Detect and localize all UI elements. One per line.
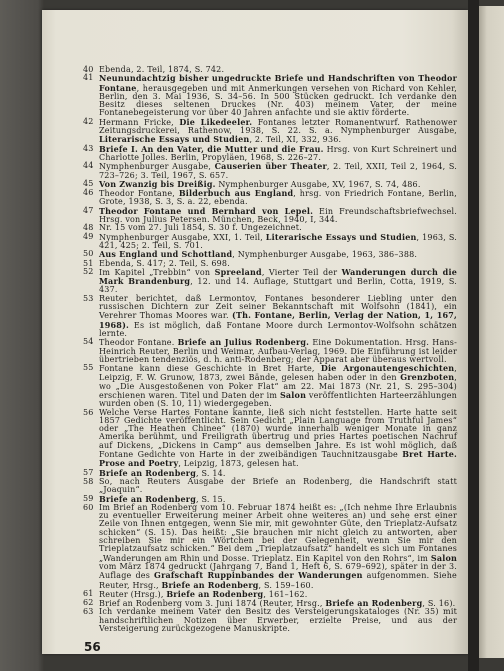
footnote-text-segment: , 161–162. bbox=[263, 589, 308, 599]
footnote-number: 57 bbox=[83, 467, 94, 477]
footnote-text bbox=[99, 118, 457, 145]
footnote-number: 56 bbox=[83, 407, 94, 417]
footnote-text bbox=[99, 478, 457, 495]
footnote-text-segment: Es ist möglich, daß Fontane Moore durch Lermontov-Wolfsohn schätzen lernte. bbox=[99, 320, 457, 338]
footnote-number: 63 bbox=[83, 607, 94, 617]
footnote-text-segment: , 2. Teil, XXII, Teil 2, 1964, S. 723–726; 3. Teil, 1967, S. 657. bbox=[99, 162, 457, 180]
footnote-number: 40 bbox=[83, 65, 94, 74]
footnote-text-segment: Welche Verse Hartes Fontane kannte, ließ sich nicht feststellen. Harte hatte seit 1857 Gedichte veröffentlicht. Sein Gedicht „Plain Language from Truthful James“ oder „The Heathen Chinee“ (1870) wurde innerhalb weniger Monate in ganz Amerika berühmt, und Freiligrath übertrug und pries Hartes poetischen Nachruf auf Dickens, „Dickens in Camp“ aus demselben Jahre. Es ist wohl möglich, daß Fontane Gedichte von Harte in der zweibändigen Tauchnitzausgabe bbox=[99, 407, 457, 460]
footnote-number: 50 bbox=[83, 249, 94, 259]
footnote bbox=[83, 162, 457, 180]
footnote-text-segment: , hrsg. von Friedrich Fontane, Berlin, Grote, 1938, S. 3, S. a. 22, ebenda. bbox=[99, 189, 457, 207]
footnote-text-segment: Im Brief an Rodenberg vom 10. Februar 1874 heißt es: „(Ich nehme Ihre Erlaubnis zu eventueller Erweiterung meiner Arbeit ohne weiteres an) und sehe erst einer Zeile von Ihnen entgegen, wenn Sie mir, mit gewohnter Güte, den Trieplatz-Aufsatz schicken“ (S. 15). Das heißt: „Sie brauchen mir nicht gleich zu antworten, aber schreiben Sie mir ein Wörtchen bei der Gelegenheit, wenn Sie mir den Trieplatzaufsatz schicken.“ Bei dem „Trieplatzaufsatz“ handelt es sich um Fontanes „Wanderungen am Rhin und Dosse. Trieplatz. Ein Kapitel von den Rohrs“, im bbox=[99, 502, 457, 563]
footnote-text-segment: Nymphenburger Ausgabe, bbox=[99, 162, 215, 172]
footnote bbox=[83, 478, 457, 495]
footnote-text-segment: Fontane kann diese Geschichte in Bret Harte, bbox=[99, 364, 321, 374]
footnote-text-segment: Nymphenburger Ausgabe, XXI, 1. Teil, bbox=[99, 232, 266, 242]
page-number: 56 bbox=[84, 640, 101, 655]
footnote-text-segment: , 12. und 14. Auflage, Stuttgart und Berlin, Cotta, 1919, S. 437. bbox=[99, 277, 457, 295]
footnote-text-segment: vom März 1874 gedruckt (Jahrgang 7, Band 1, Heft 6, S. 679–692), später in der 3. Auflage des bbox=[99, 561, 457, 581]
footnote-number: 55 bbox=[83, 363, 94, 373]
footnote-text-segment: Ebenda, S. 417; 2. Teil, S. 698. bbox=[99, 258, 230, 268]
footnote-text-segment: , herausgegeben und mit Anmerkungen versehen von Richard von Kehler, Berlin, den 3. Mai 1936, S. 34–56. In 500 Stücken gedruckt. Ich verdanke den Besitz dieses seltenen Druckes (Nr. 403) meinem Vater, der meine Fontanebegeisterung vor über 40 Jahren anfachte und sie aktiv förderte. bbox=[99, 83, 457, 118]
footnote-text bbox=[99, 409, 457, 469]
footnote-bold-title: (Th. Fontane, Berlin, Verlag der Nation, 1, 167, 1968). bbox=[99, 310, 457, 330]
footnote-bold-title: Von Zwanzig bis Dreißig. bbox=[99, 178, 216, 189]
footnote-text-segment: aufgenommen. Siehe Reuter, Hrsg., bbox=[99, 571, 457, 590]
footnote-text-segment: Reuter (Hrsg.), bbox=[99, 589, 167, 599]
footnote-number: 62 bbox=[83, 598, 94, 608]
footnote-text-segment: , Leipzig, F. W. Grunow, 1873, zwei Bände, gelesen haben oder in den bbox=[99, 364, 458, 383]
footnote-number: 48 bbox=[83, 223, 94, 233]
footnote-text-segment: , Leipzig, 1873, gelesen hat. bbox=[178, 459, 299, 469]
footnote-bold-title: Theodor Fontane und Bernhard von Lepel. bbox=[99, 205, 314, 216]
footnote-number: 46 bbox=[83, 188, 94, 198]
footnote-text-segment: , 1963, S. 421, 425; 2. Teil, S. 701. bbox=[99, 232, 457, 250]
footnote-text bbox=[99, 74, 457, 117]
footnote-text-segment: Theodor Fontane. bbox=[99, 338, 178, 348]
footnote-text-segment: Nr. 15 vom 27. Juli 1854, S. 30 f. Ungezeichnet. bbox=[99, 223, 302, 233]
footnote-number: 59 bbox=[83, 493, 94, 503]
footnote-text-segment: , S. 159–160. bbox=[258, 580, 314, 590]
footnote-text-segment: , S. 14. bbox=[195, 468, 226, 478]
footnote-bold-title: Die Likedeeler. bbox=[179, 116, 253, 127]
footnote-text-segment: Fontanes letzter Romanentwurf. Rathenower Zeitungsdruckerei, Rathenow, 1938, S. 22. S. a. Nymphenburger Ausgabe, bbox=[99, 117, 457, 136]
footnote bbox=[83, 207, 457, 225]
footnote bbox=[83, 338, 457, 364]
footnote-bold-title: Salon bbox=[279, 389, 307, 400]
footnote-text-segment: Hermann Fricke, bbox=[99, 117, 180, 127]
footnote-number: 41 bbox=[83, 73, 94, 83]
footnote-text-segment: Hrsg. von Kurt Schreinert und Charlotte Jolles. Berlin, Propyläen, 1968, S. 226–27. bbox=[99, 144, 457, 162]
footnote bbox=[83, 504, 457, 590]
footnotes-block bbox=[83, 66, 457, 654]
footnote-bold-title: Die Argonautengeschichten bbox=[320, 363, 455, 374]
footnote-bold-title: Spreeland bbox=[214, 266, 262, 277]
footnote bbox=[83, 608, 457, 633]
footnote-bold-title: Grenzboten bbox=[400, 372, 455, 383]
footnote-number: 53 bbox=[83, 293, 94, 303]
footnote-text bbox=[99, 233, 457, 251]
footnote-number: 43 bbox=[83, 143, 94, 153]
footnote-bold-title: Aus England und Schottland bbox=[99, 249, 233, 260]
footnote-text-segment: veröffentlichten Harteerzählungen wurden oben (S. 10, 11) wiedergegeben. bbox=[99, 390, 457, 409]
footnote-bold-title: Briefe I. An den Vater, die Mutter und die Frau. bbox=[99, 143, 324, 154]
footnote-bold-title: Salon bbox=[430, 552, 457, 563]
footnote bbox=[83, 74, 457, 117]
footnote-number: 45 bbox=[83, 178, 94, 188]
footnote-text bbox=[99, 364, 457, 408]
footnote-number: 49 bbox=[83, 231, 94, 241]
footnote-number: 52 bbox=[83, 266, 94, 276]
footnote-text-segment: So, nach Reuters Ausgabe der Briefe an Rodenberg, die Handschrift statt „Joaquin“. bbox=[99, 476, 457, 495]
footnote-number: 51 bbox=[83, 258, 94, 268]
footnote bbox=[83, 295, 457, 338]
footnote-text-segment: , Vierter Teil der bbox=[261, 267, 342, 277]
page-gutter bbox=[468, 0, 479, 671]
footnote-text-segment: , 2. Teil, XI, 332, 936. bbox=[249, 135, 342, 145]
footnote-bold-title: Bilderbuch aus England bbox=[178, 188, 294, 199]
footnote-number: 58 bbox=[83, 476, 94, 486]
footnote bbox=[83, 118, 457, 145]
footnote-text-segment: Eine Dokumentation. Hrsg. Hans-Heinrich Reuter, Berlin und Weimar, Aufbau-Verlag, 1969. Die Einführung ist leider übertrieben tendenziös, d. h. anti-Rodenberg; der Apparat aber überaus wertvoll. bbox=[99, 338, 457, 364]
footnote-text bbox=[99, 338, 457, 364]
footnote-text bbox=[99, 145, 457, 163]
footnote-text bbox=[99, 189, 457, 207]
footnote-text-segment: Ein Freundschaftsbriefwechsel. Hrsg. von Julius Petersen. München, Beck, 1940, I, 344. bbox=[99, 206, 457, 225]
footnote-number: 61 bbox=[83, 588, 94, 598]
footnote-bold-title: Bret Harte. Prose and Poetry bbox=[99, 449, 457, 469]
footnote-bold-title: Grafschaft Ruppinbandes der Wanderungen bbox=[154, 570, 363, 581]
footnote bbox=[83, 189, 457, 207]
footnote-text bbox=[99, 207, 457, 225]
footnote-text bbox=[99, 268, 457, 295]
footnote-text-segment: Reuter berichtet, daß Lermontov, Fontanes besonderer Liebling unter den russischen Dichtern zur Zeit seiner Bekanntschaft mit Wolfsohn (1841), ein Verehrer Thomas Moores war. bbox=[99, 293, 457, 321]
footnote-text-segment: , wo „Die Ausgestoßenen von Poker Flat“ am 22. Mai 1873 (Nr. 21, S. 295–304) erschienen waren. Titel und Daten der im bbox=[99, 373, 457, 400]
footnote-text-segment: , S. 16). bbox=[422, 599, 456, 609]
footnote-number: 42 bbox=[83, 116, 94, 126]
footnote-text bbox=[99, 295, 457, 338]
footnote-number: 47 bbox=[83, 205, 94, 215]
footnote-bold-title: Briefe an Rodenberg bbox=[166, 588, 264, 599]
footnote bbox=[83, 145, 457, 163]
footnote-bold-title: Literarische Essays und Studien bbox=[99, 134, 250, 145]
footnote bbox=[83, 268, 457, 295]
footnote-number: 60 bbox=[83, 502, 94, 512]
footnote-bold-title: Wanderungen durch die Mark Brandenburg bbox=[99, 266, 457, 287]
footnote-text-segment: Theodor Fontane, bbox=[99, 189, 179, 199]
footnote-text bbox=[99, 608, 457, 633]
footnote-bold-title: Literarische Essays und Studien bbox=[265, 231, 417, 242]
footnote-text bbox=[99, 162, 457, 180]
footnote bbox=[83, 233, 457, 251]
footnote-bold-title: Neunundachtzig bisher ungedruckte Briefe und Handschriften von Theodor Fontane bbox=[99, 73, 457, 93]
footnote-text-segment: Brief an Rodenberg vom 3. Juni 1874 (Reuter, Hrsg., bbox=[99, 599, 326, 609]
footnote-number: 44 bbox=[83, 161, 94, 171]
footnote-bold-title: Briefe an Rodenberg bbox=[161, 579, 259, 590]
footnote-text-segment: , Nymphenburger Ausgabe, 1963, 386–388. bbox=[232, 250, 418, 260]
footnote-text-segment: Ebenda, 2. Teil, 1874, S. 742. bbox=[99, 65, 225, 74]
footnote-text-segment: , S. 15. bbox=[195, 494, 226, 504]
footnote-bold-title: Briefe an Julius Rodenberg. bbox=[177, 337, 310, 348]
footnote-text-segment: Ich verdanke meinem Vater den Besitz des Versteigerungskataloges (Nr. 35) mit handschriftlichen Notizen über Erwerber, erzielte Preise, und aus der Versteigerung zurückgezogene Manuskripte. bbox=[99, 607, 457, 633]
notes-list bbox=[83, 66, 457, 633]
footnote-number: 54 bbox=[83, 337, 94, 347]
footnote-text-segment: Nymphenburger Ausgabe, XV, 1967, S. 74, 486. bbox=[215, 179, 421, 189]
adjacent-page bbox=[479, 6, 504, 658]
footnote-bold-title: Briefe an Rodenberg bbox=[325, 598, 423, 609]
footnote-bold-title: Briefe an Rodenberg bbox=[99, 467, 196, 478]
footnote bbox=[83, 364, 457, 408]
footnote-bold-title: Causerien über Theater bbox=[214, 161, 327, 172]
footnote-text bbox=[99, 504, 457, 590]
footnote-bold-title: Briefe an Rodenberg bbox=[99, 493, 196, 504]
footnote-text-segment: Im Kapitel „Trebbin“ von bbox=[99, 267, 215, 277]
footnote bbox=[83, 409, 457, 469]
